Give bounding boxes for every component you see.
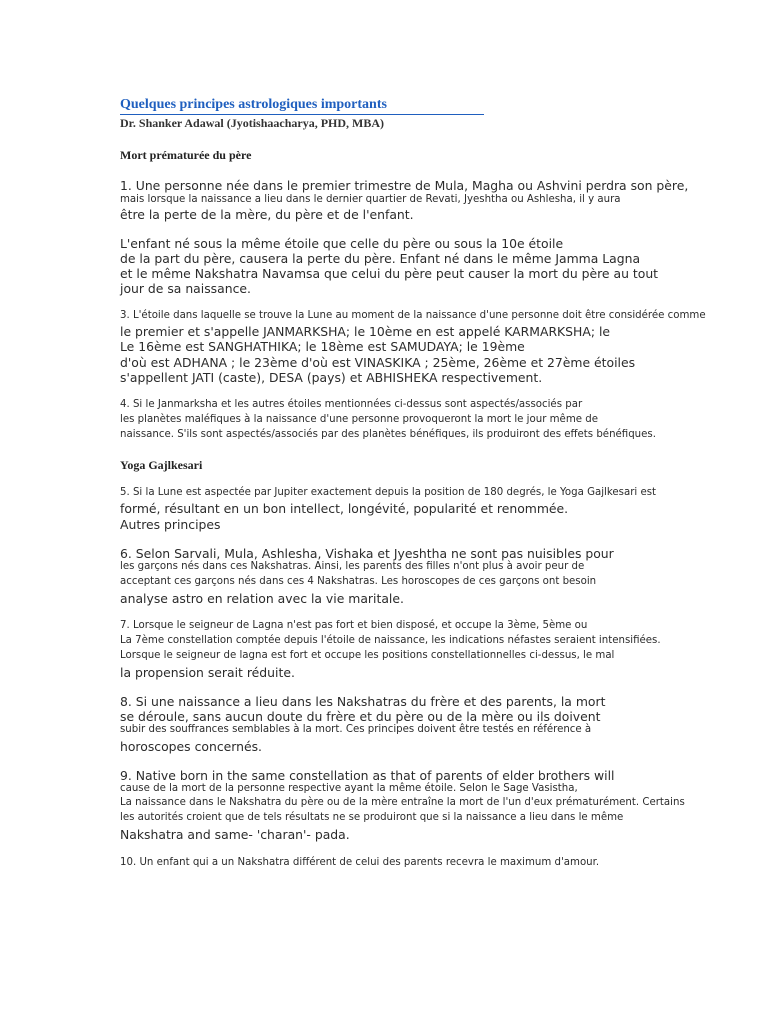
- p10-line-1: 10. Un enfant qui a un Nakshatra différent de celui des parents recevra le maximum d'amour.: [120, 857, 600, 868]
- p8-line-2: se déroule, sans aucun doute du frère et du père ou de la mère ou ils doivent: [120, 709, 601, 724]
- p9-line-2: cause de la mort de la personne respective ayant la même étoile. Selon le Sage Vasistha,: [120, 783, 578, 794]
- p3-line-1: 3. L'étoile dans laquelle se trouve la Lune au moment de la naissance d'une personne doit être considérée comme: [120, 310, 706, 321]
- p3-line-2: le premier et s'appelle JANMARKSHA; le 10ème en est appelé KARMARKSHA; le: [120, 324, 611, 339]
- section-heading-premature-death: Mort prématurée du père: [120, 148, 252, 162]
- p8-line-3: subir des souffrances semblables à la mort. Ces principes doivent être testés en référence à: [120, 724, 592, 735]
- p5-line-1: 5. Si la Lune est aspectée par Jupiter exactement depuis la position de 180 degrés, le Yoga Gajlkesari est: [120, 487, 657, 498]
- p4-line-1: 4. Si le Janmarksha et les autres étoiles mentionnées ci-dessus sont aspectés/associés par: [120, 399, 583, 410]
- p2-line-1: L'enfant né sous la même étoile que celle du père ou sous la 10e étoile: [120, 236, 564, 251]
- p3-line-4: d'où est ADHANA ; le 23ème d'où est VINASKIKA ; 25ème, 26ème et 27ème étoiles: [120, 355, 636, 370]
- p6-line-3: acceptant ces garçons nés dans ces 4 Nakshatras. Les horoscopes de ces garçons ont besoin: [120, 576, 597, 587]
- p3-line-3: Le 16ème est SANGHATHIKA; le 18ème est SAMUDAYA; le 19ème: [120, 339, 525, 354]
- p2-line-2: de la part du père, causera la perte du père. Enfant né dans le même Jamma Lagna: [120, 251, 641, 266]
- p4-line-2: les planètes maléfiques à la naissance d'une personne provoqueront la mort le jour même de: [120, 414, 598, 425]
- p1-line-2: mais lorsque la naissance a lieu dans le dernier quartier de Revati, Jyeshtha ou Ashlesha, il y aura: [120, 194, 621, 205]
- p7-line-3: Lorsque le seigneur de lagna est fort et occupe les positions constellationnelles ci-dessus, le mal: [120, 650, 615, 661]
- p3-line-5: s'appellent JATI (caste), DESA (pays) et ABHISHEKA respectivement.: [120, 370, 543, 385]
- author-line: Dr. Shanker Adawal (Jyotishaacharya, PHD, MBA): [120, 116, 385, 130]
- p2-line-4: jour de sa naissance.: [120, 281, 251, 296]
- p6-line-2: les garçons nés dans ces Nakshatras. Ainsi, les parents des filles n'ont plus à avoir peur de: [120, 561, 585, 572]
- p1-line-3: être la perte de la mère, du père et de l'enfant.: [120, 207, 414, 222]
- section-heading-yoga: Yoga Gajlkesari: [120, 458, 203, 472]
- p6-line-1: 6. Selon Sarvali, Mula, Ashlesha, Vishaka et Jyeshtha ne sont pas nuisibles pour: [120, 546, 614, 561]
- p1-line-1: 1. Une personne née dans le premier trimestre de Mula, Magha ou Ashvini perdra son père,: [120, 178, 689, 193]
- p9-line-5: Nakshatra and same- 'charan'- pada.: [120, 827, 350, 842]
- p2-line-3: et le même Nakshatra Navamsa que celui du père peut causer la mort du père au tout: [120, 266, 659, 281]
- p7-line-1: 7. Lorsque le seigneur de Lagna n'est pas fort et bien disposé, et occupe la 3ème, 5ème ou: [120, 620, 588, 631]
- p5-line-2: formé, résultant en un bon intellect, longévité, popularité et renommée.: [120, 501, 569, 516]
- p9-line-3: La naissance dans le Nakshatra du père ou de la mère entraîne la mort de l'un d'eux prématurément. Certains: [120, 797, 685, 808]
- p6-line-4: analyse astro en relation avec la vie maritale.: [120, 591, 404, 606]
- p4-line-3: naissance. S'ils sont aspectés/associés par des planètes bénéfiques, ils produiront des effets bénéfiques.: [120, 429, 656, 440]
- document-title: Quelques principes astrologiques importants: [120, 96, 484, 115]
- p7-line-2: La 7ème constellation comptée depuis l'étoile de naissance, les indications néfastes seraient intensifiées.: [120, 635, 661, 646]
- p8-line-4: horoscopes concernés.: [120, 739, 262, 754]
- p5-line-3: Autres principes: [120, 517, 221, 532]
- p9-line-1: 9. Native born in the same constellation as that of parents of elder brothers will: [120, 768, 615, 783]
- p9-line-4: les autorités croient que de tels résultats ne se produiront que si la naissance a lieu dans le même: [120, 812, 624, 823]
- p7-line-4: la propension serait réduite.: [120, 665, 295, 680]
- p8-line-1: 8. Si une naissance a lieu dans les Nakshatras du frère et des parents, la mort: [120, 694, 606, 709]
